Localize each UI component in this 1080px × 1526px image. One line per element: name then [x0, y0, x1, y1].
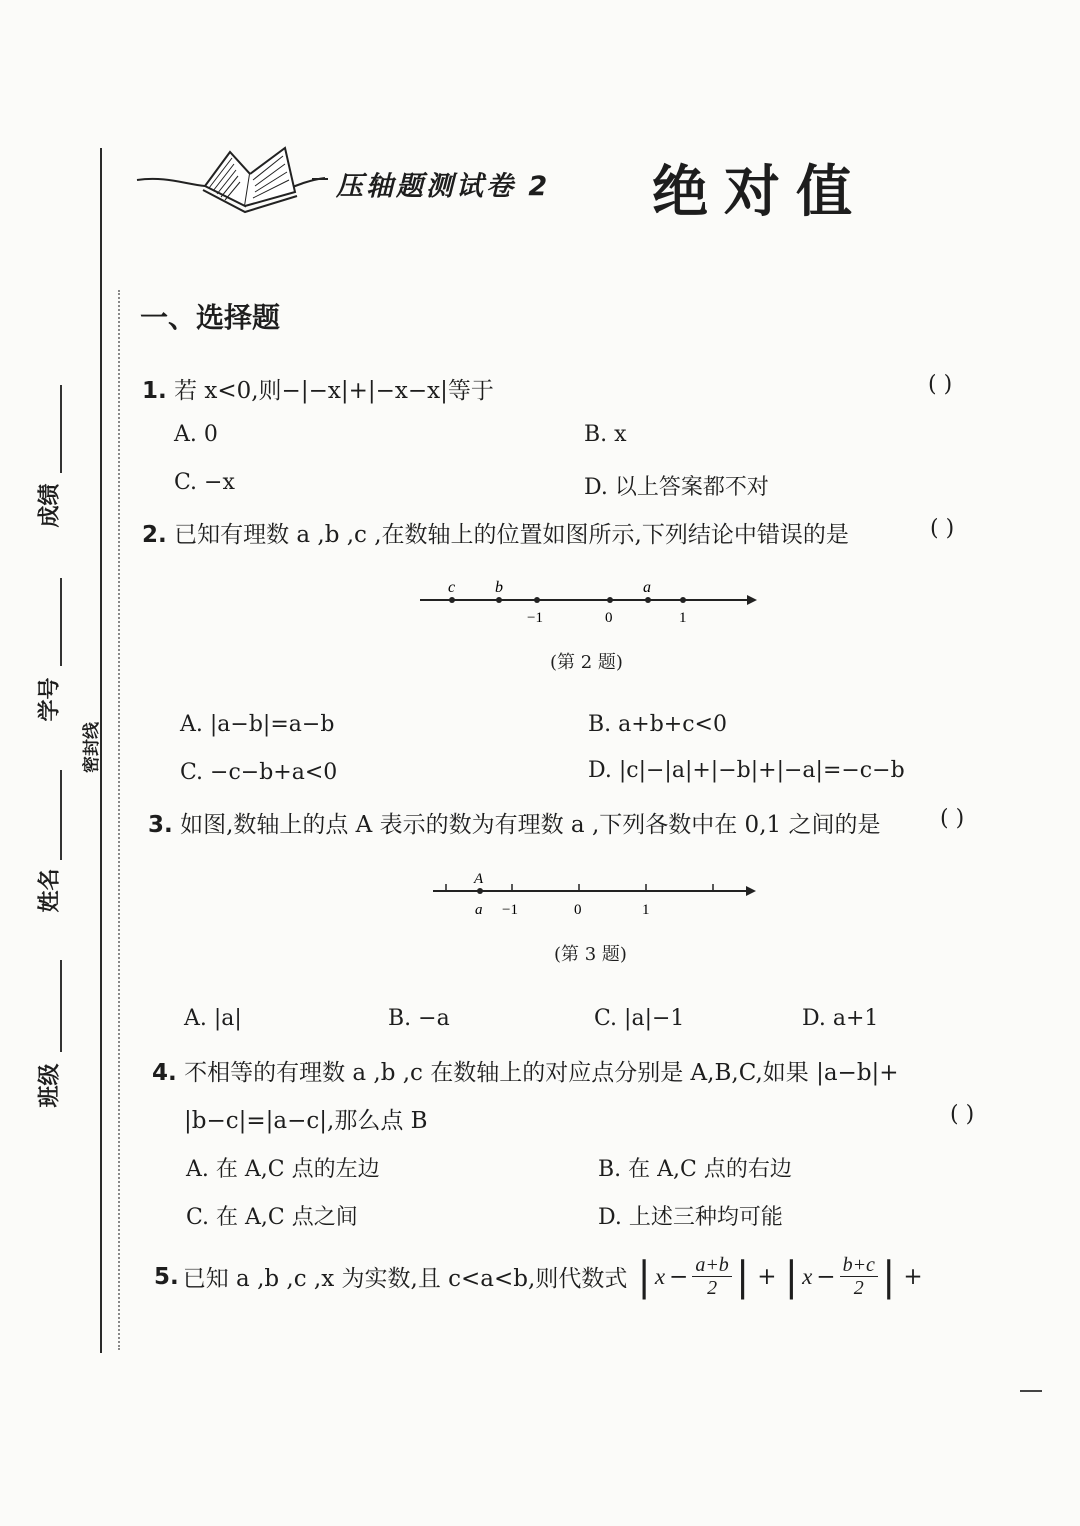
figure-caption-2: (第 2 题) — [550, 652, 623, 673]
binding-dotted-line — [118, 290, 120, 1350]
option-4b: B. 在 A,C 点的右边 — [598, 1157, 792, 1182]
question-5 — [154, 1254, 923, 1299]
option-1a: A. 0 — [174, 422, 218, 447]
option-2d: D. |c|−|a|+|−b|+|−a|=−c−b — [588, 758, 905, 783]
question-number: 3. — [148, 812, 173, 838]
question-number: 1. — [142, 378, 167, 404]
score-label: 成绩 — [37, 483, 63, 528]
question-number: 2. — [142, 522, 167, 548]
question-stem: 如图,数轴上的点 A 表示的数为有理数 a ,下列各数中在 0,1 之间的是 — [180, 812, 881, 838]
option-1b: B. x — [584, 422, 627, 447]
var-x: x — [654, 1263, 666, 1289]
plus-sign: + — [903, 1263, 923, 1290]
question-4-line-1 — [152, 1054, 899, 1087]
tick-label-neg1: −1 — [502, 902, 518, 918]
answer-paren-3: ( ) — [940, 806, 965, 831]
option-3c: C. |a|−1 — [594, 1006, 685, 1031]
number-line-figure-2 — [415, 570, 765, 630]
option-2c: C. −c−b+a<0 — [180, 760, 338, 785]
figure-caption-3: (第 3 题) — [554, 944, 627, 965]
fraction-1-denominator: 2 — [707, 1277, 718, 1299]
abs-bar: | — [881, 1253, 896, 1300]
option-4a: A. 在 A,C 点的左边 — [186, 1157, 380, 1182]
fraction-2-denominator: 2 — [853, 1277, 864, 1299]
question-4-line-2: |b−c|=|a−c|,那么点 B — [184, 1108, 428, 1134]
abs-bar: | — [637, 1253, 651, 1300]
question-1 — [142, 372, 494, 405]
name-label: 姓名 — [37, 868, 63, 913]
fraction-1-numerator: a+b — [692, 1254, 732, 1277]
answer-paren-2: ( ) — [930, 516, 955, 541]
option-3a: A. |a| — [184, 1006, 242, 1031]
class-blank — [60, 960, 62, 1052]
question-stem: 不相等的有理数 a ,b ,c 在数轴上的对应点分别是 A,B,C,如果 |a−b|+ — [184, 1060, 899, 1086]
open-book-icon — [135, 140, 335, 220]
seal-line-label: 密封线 — [82, 722, 102, 773]
option-3d: D. a+1 — [802, 1006, 879, 1031]
option-4c: C. 在 A,C 点之间 — [186, 1205, 358, 1230]
answer-paren-4: ( ) — [950, 1102, 975, 1127]
minus-sign: − — [816, 1263, 836, 1290]
plus-sign: + — [757, 1263, 777, 1290]
option-1d: D. 以上答案都不对 — [584, 475, 769, 500]
page-edge-dash — [1020, 1390, 1042, 1392]
fraction-1 — [692, 1254, 732, 1299]
score-blank — [60, 385, 62, 473]
point-label-A: A — [474, 871, 484, 887]
student-id-label: 学号 — [37, 677, 63, 722]
class-label: 班级 — [37, 1063, 63, 1108]
tick-label-1: 1 — [679, 610, 687, 626]
point-label-a: a — [643, 579, 651, 596]
abs-bar: | — [735, 1253, 750, 1300]
tick-label-neg1: −1 — [527, 610, 543, 626]
question-3 — [148, 806, 880, 839]
option-4d: D. 上述三种均可能 — [598, 1205, 783, 1230]
fraction-2 — [840, 1254, 878, 1299]
option-1c: C. −x — [174, 470, 235, 495]
question-stem: 已知 a ,b ,c ,x 为实数,且 c<a<b,则代数式 — [182, 1266, 628, 1292]
answer-paren-1: ( ) — [928, 372, 953, 397]
question-stem: 若 x<0,则−|−x|+|−x−x|等于 — [174, 378, 494, 404]
question-number: 4. — [152, 1060, 177, 1086]
question-stem: 已知有理数 a ,b ,c ,在数轴上的位置如图所示,下列结论中错误的是 — [174, 522, 849, 548]
tick-label-1: 1 — [642, 902, 650, 918]
point-value-a: a — [475, 902, 483, 918]
tick-label-0: 0 — [605, 610, 613, 626]
section-heading: 一、选择题 — [140, 301, 281, 334]
header-dash — [312, 178, 328, 180]
option-2b: B. a+b+c<0 — [588, 712, 727, 737]
test-series-title: 压轴题测试卷 2 — [336, 171, 551, 202]
option-3b: B. −a — [388, 1006, 450, 1031]
tick-label-0: 0 — [574, 902, 582, 918]
var-x: x — [802, 1263, 813, 1289]
page-title: 绝对值 — [652, 160, 868, 225]
minus-sign: − — [669, 1263, 689, 1290]
name-blank — [60, 770, 62, 860]
abs-bar: | — [784, 1253, 799, 1300]
question-2 — [142, 516, 849, 549]
question-number: 5. — [154, 1263, 179, 1290]
number-line-figure-3 — [428, 864, 768, 924]
student-id-blank — [60, 578, 62, 666]
option-2a: A. |a−b|=a−b — [180, 712, 335, 737]
point-label-c: c — [448, 579, 456, 596]
fraction-2-numerator: b+c — [840, 1254, 878, 1277]
point-label-b: b — [495, 579, 503, 596]
